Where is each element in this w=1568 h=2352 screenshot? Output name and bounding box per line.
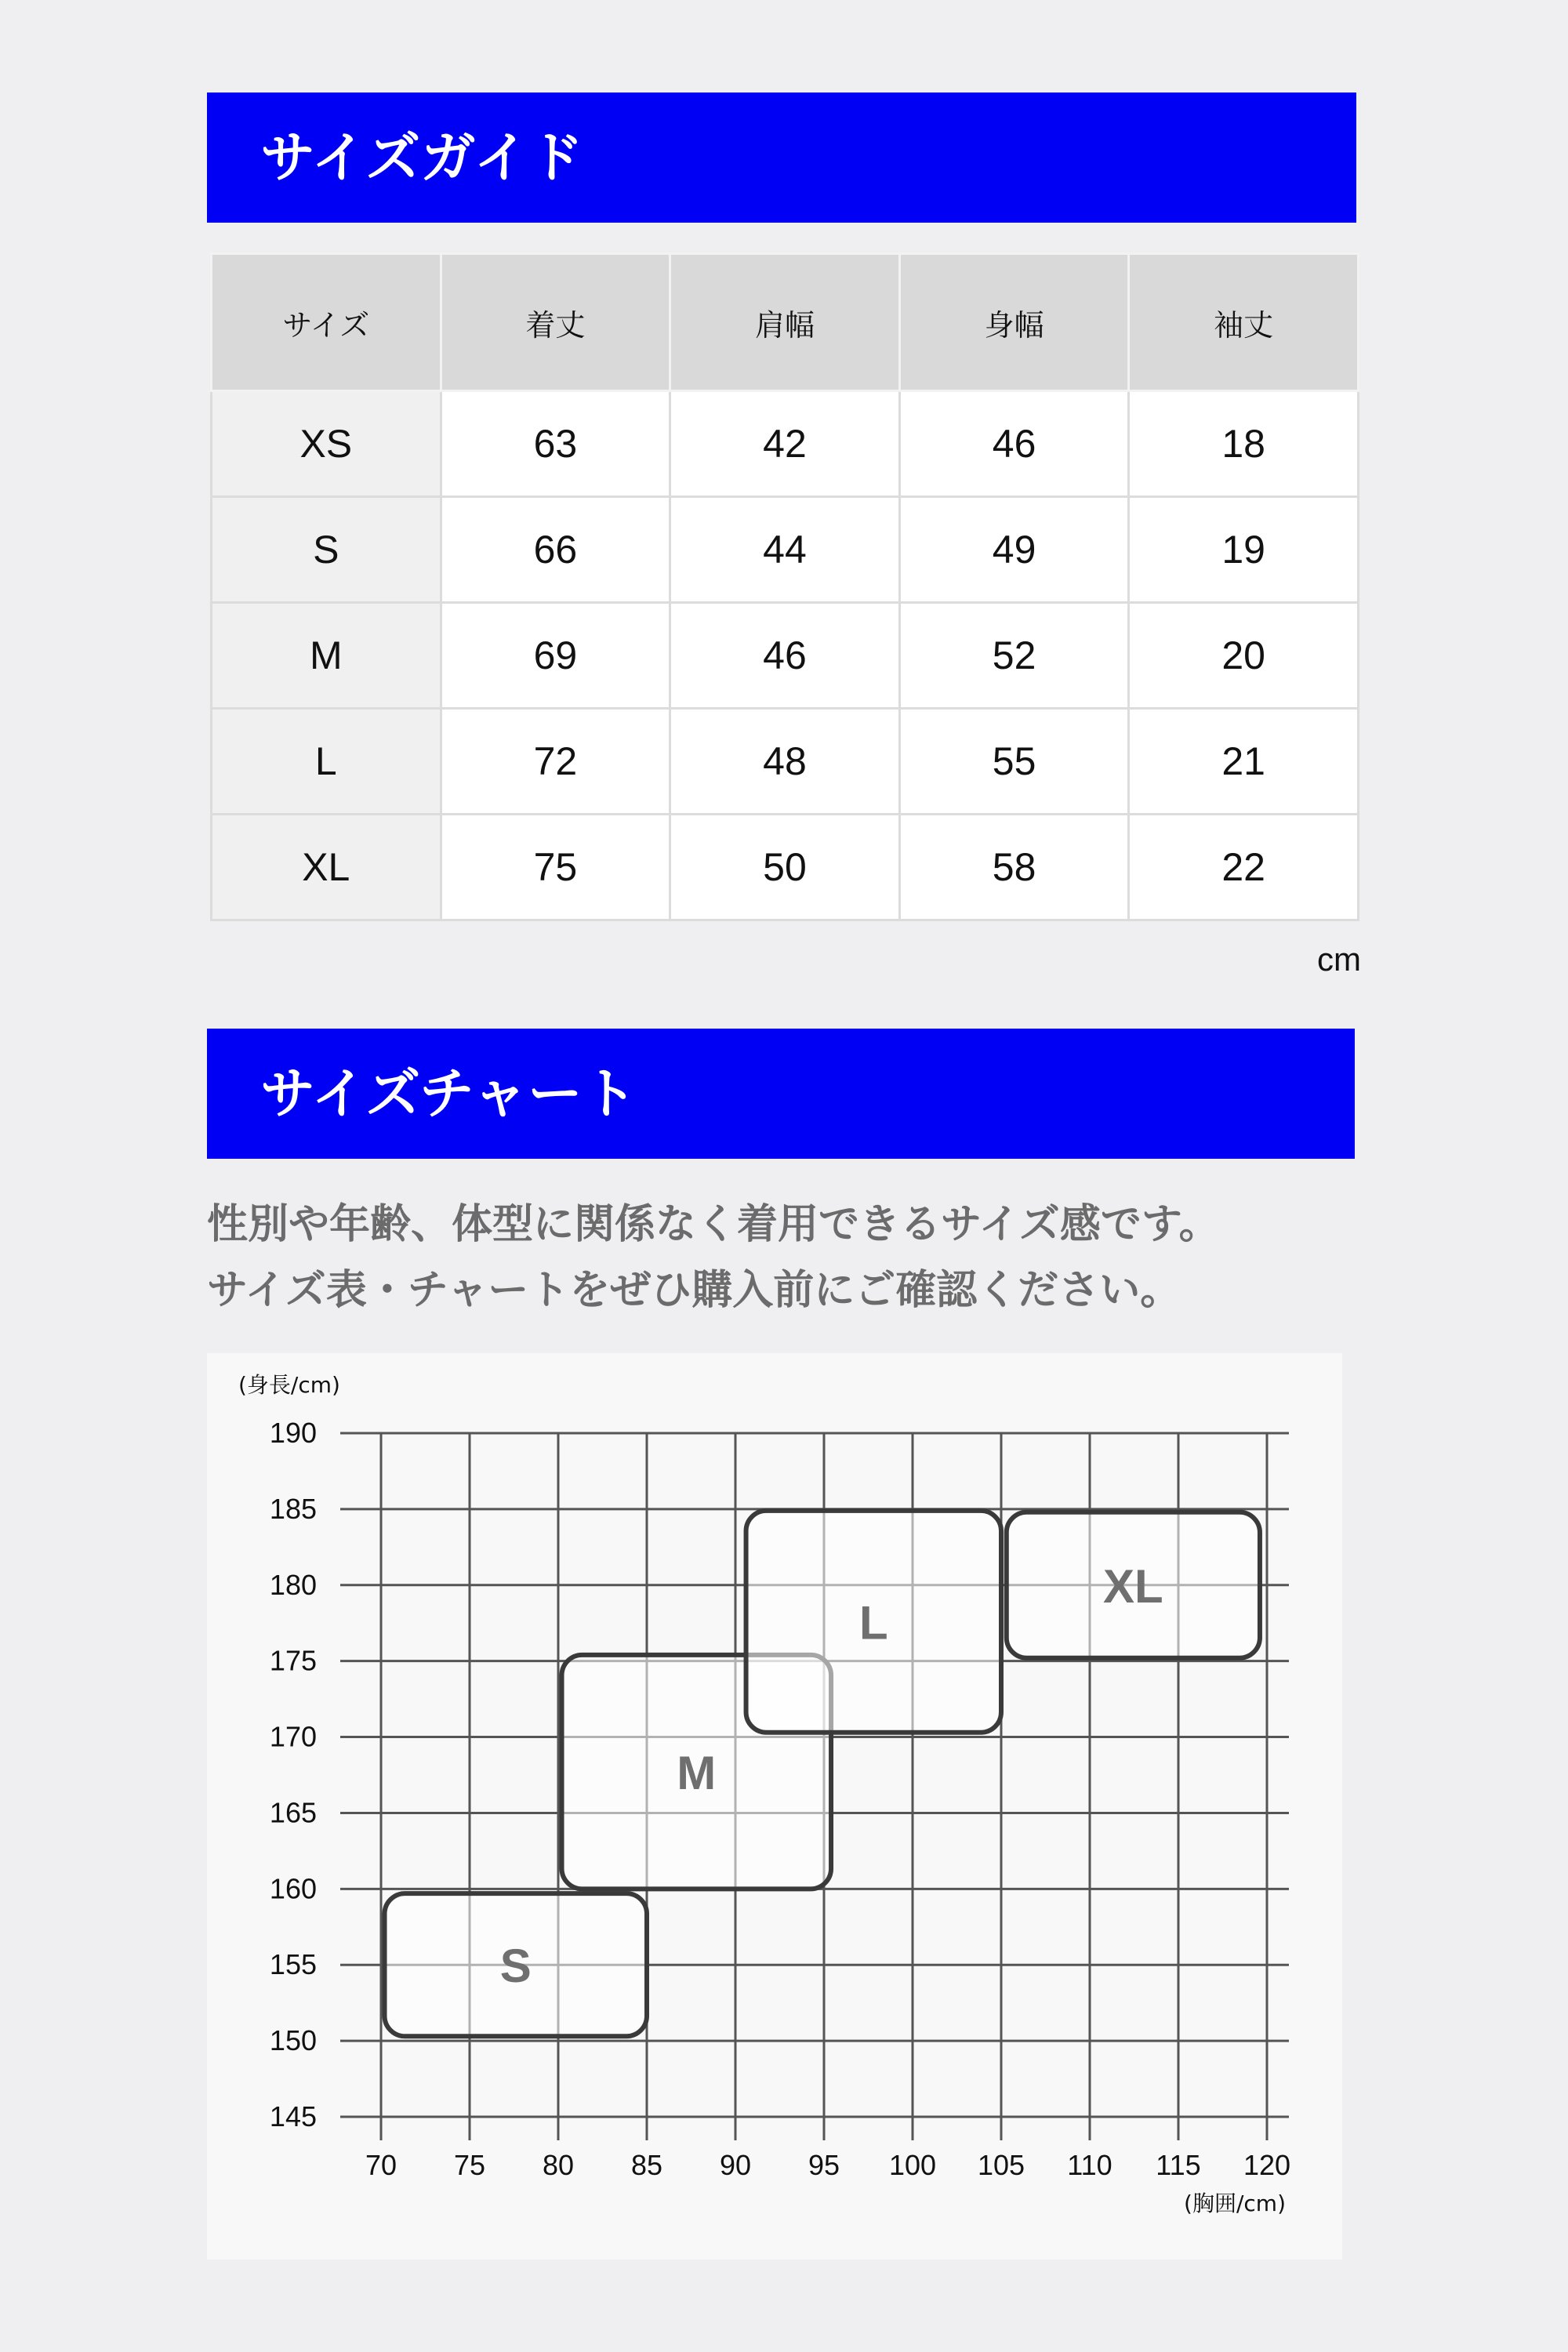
size-cell: XS [212,391,441,497]
table-cell: 21 [1129,709,1359,815]
table-cell: 49 [899,497,1129,603]
y-tick-label: 190 [269,1417,317,1449]
table-cell: 72 [441,709,670,815]
size-guide-banner: サイズガイド [207,93,1356,223]
table-cell: 52 [899,603,1129,709]
x-tick-label: 100 [888,2149,937,2181]
header-sleeve: 袖丈 [1129,254,1359,391]
table-cell: 69 [441,603,670,709]
header-body-width: 身幅 [899,254,1129,391]
table-row [212,815,1359,920]
header-shoulder: 肩幅 [670,254,900,391]
y-tick-label: 150 [269,2024,317,2057]
table-cell: 63 [441,391,670,497]
size-region-label: M [677,1747,717,1800]
table-cell: 22 [1129,815,1359,920]
y-tick-label: 175 [269,1644,317,1677]
y-tick-label: 165 [269,1796,317,1829]
y-tick-label: 185 [269,1492,317,1525]
size-cell: L [212,709,441,815]
x-axis-title: (胸囲/cm) [1184,2190,1286,2216]
table-cell: 50 [670,815,900,920]
table-cell: 44 [670,497,900,603]
x-tick-label: 75 [453,2149,486,2181]
size-region-label: XL [1103,1559,1163,1613]
table-cell: 55 [899,709,1129,815]
x-tick-label: 105 [977,2149,1025,2181]
x-tick-label: 90 [719,2149,752,2181]
x-tick-label: 120 [1243,2149,1291,2181]
x-tick-label: 115 [1156,2149,1201,2181]
y-axis-title: (身長/cm) [238,1372,340,1398]
y-tick-label: 180 [269,1568,317,1601]
size-region-label: S [499,1940,532,1993]
size-cell: M [212,603,441,709]
unit-label: cm [1317,941,1361,978]
description [207,1192,1383,1323]
y-tick-label: 170 [269,1720,317,1753]
table-cell: 46 [899,391,1129,497]
size-cell: S [212,497,441,603]
size-chart-panel [207,1353,1342,2259]
size-region-label: L [858,1596,888,1650]
header-size: サイズ [212,254,441,391]
table-cell: 42 [670,391,900,497]
table-cell: 20 [1129,603,1359,709]
size-cell: XL [212,815,441,920]
y-tick-label: 155 [269,1948,317,1981]
table-row [212,497,1359,603]
table-row [212,391,1359,497]
table-cell: 18 [1129,391,1359,497]
table-cell: 46 [670,603,900,709]
table-header-row [212,254,1359,391]
size-chart [207,1353,1342,2259]
table-cell: 48 [670,709,900,815]
x-tick-label: 85 [630,2149,663,2181]
table-row [212,709,1359,815]
size-table [210,252,1359,921]
description-line-1: 性別や年齢、体型に関係なく着用できるサイズ感です。 [207,1201,1220,1248]
table-cell: 66 [441,497,670,603]
x-tick-label: 80 [542,2149,575,2181]
table-row [212,603,1359,709]
description-line-2: サイズ表・チャートをぜひ購入前にご確認ください。 [207,1267,1181,1314]
table-cell: 19 [1129,497,1359,603]
header-length: 着丈 [441,254,670,391]
size-chart-banner: サイズチャート [207,1029,1355,1159]
y-tick-label: 145 [269,2100,317,2132]
x-tick-label: 110 [1067,2149,1112,2181]
x-tick-label: 70 [365,2149,397,2181]
y-tick-label: 160 [269,1872,317,1905]
table-cell: 75 [441,815,670,920]
x-tick-label: 95 [808,2149,840,2181]
table-cell: 58 [899,815,1129,920]
